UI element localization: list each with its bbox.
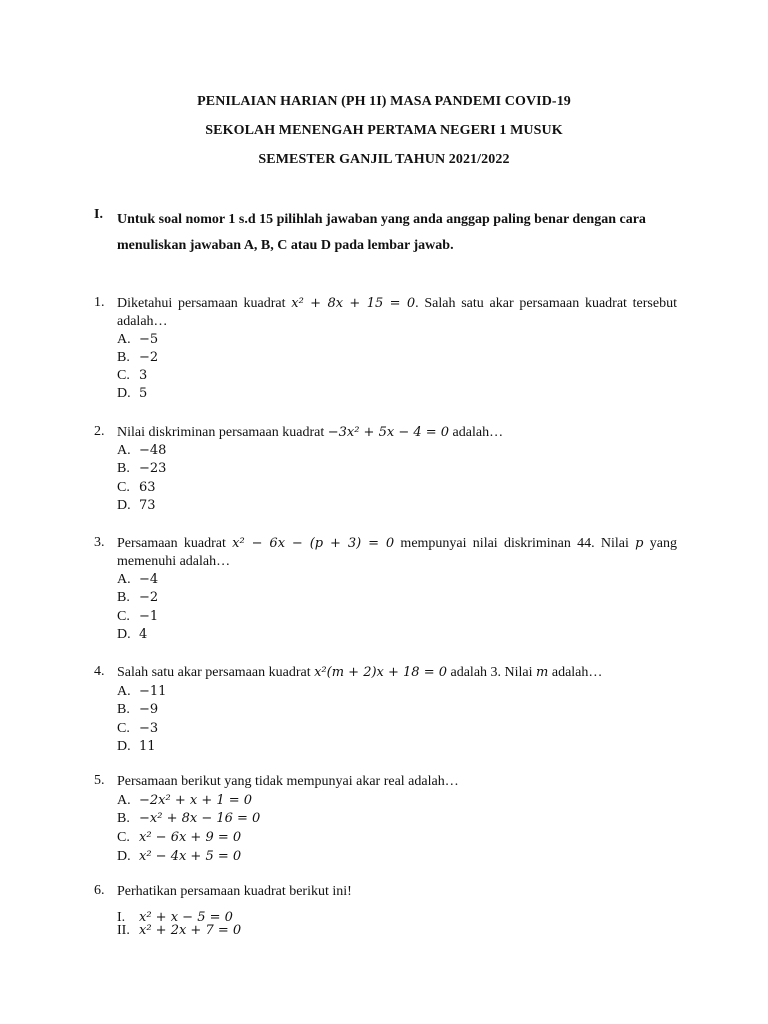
math-expression: x²(m + 2)x + 18 = 0 — [314, 665, 447, 680]
option-b: B. −9 — [117, 702, 159, 717]
option-a: A. −48 — [117, 443, 167, 458]
math-variable: m — [536, 665, 549, 680]
math-expression: −3x² + 5x − 4 = 0 — [327, 425, 450, 440]
option-d: D. 11 — [117, 739, 156, 754]
question-number: 2. — [94, 424, 105, 439]
option-d: D. 5 — [117, 386, 148, 401]
section-number: I. — [94, 207, 103, 222]
question-stem: Diketahui persamaan kuadrat x² + 8x + 15 = 0. Salah satu akar persamaan kuadrat tersebut adalah… — [117, 296, 677, 329]
question-number: 1. — [94, 295, 105, 310]
math-expression: x² + 8x + 15 = 0 — [291, 296, 416, 311]
option-b: B. −2 — [117, 590, 159, 605]
option-b: B. −23 — [117, 461, 167, 476]
option-a: A. −2x² + x + 1 = 0 — [117, 793, 253, 808]
option-c: C. −3 — [117, 721, 159, 736]
header-school: SEKOLAH MENENGAH PERTAMA NEGERI 1 MUSUK — [205, 123, 563, 138]
option-c: C. −1 — [117, 609, 159, 624]
question-number: 6. — [94, 883, 105, 898]
option-c: C. x² − 6x + 9 = 0 — [117, 830, 242, 845]
option-c: C. 63 — [117, 480, 156, 495]
question-stem: Persamaan kuadrat x² − 6x − (p + 3) = 0 mempunyai nilai diskriminan 44. Nilai p yang memenuhi adalah… — [117, 536, 677, 569]
option-d: D. 4 — [117, 627, 148, 642]
option-a: A. −11 — [117, 684, 167, 699]
question-stem: Nilai diskriminan persamaan kuadrat −3x² + 5x − 4 = 0 adalah… — [117, 425, 504, 440]
section-instruction: Untuk soal nomor 1 s.d 15 pilihlah jawaban yang anda anggap paling benar dengan cara menuliskan jawaban A, B, C atau D pada lembar jawab. — [117, 212, 646, 253]
option-b: B. −2 — [117, 350, 159, 365]
question-number: 5. — [94, 773, 105, 788]
header-title: PENILAIAN HARIAN (PH 1I) MASA PANDEMI COVID-19 — [197, 94, 571, 109]
option-b: B. −x² + 8x − 16 = 0 — [117, 811, 261, 826]
question-stem: Perhatikan persamaan kuadrat berikut ini! — [117, 884, 352, 899]
question-number: 4. — [94, 664, 105, 679]
roman-item-1: I. x² + x − 5 = 0 — [117, 910, 233, 925]
header-semester: SEMESTER GANJIL TAHUN 2021/2022 — [258, 152, 510, 167]
option-c: C. 3 — [117, 368, 148, 383]
question-number: 3. — [94, 535, 105, 550]
math-expression: x² − 6x − (p + 3) = 0 — [232, 536, 395, 551]
option-a: A. −4 — [117, 572, 159, 587]
option-d: D. 73 — [117, 498, 156, 513]
question-stem: Salah satu akar persamaan kuadrat x²(m + 2)x + 18 = 0 adalah 3. Nilai m adalah… — [117, 665, 603, 680]
roman-item-2: II. x² + 2x + 7 = 0 — [117, 923, 242, 938]
question-stem: Persamaan berikut yang tidak mempunyai akar real adalah… — [117, 774, 459, 789]
option-d: D. x² − 4x + 5 = 0 — [117, 849, 242, 864]
option-a: A. −5 — [117, 332, 159, 347]
math-variable: p — [635, 536, 644, 551]
